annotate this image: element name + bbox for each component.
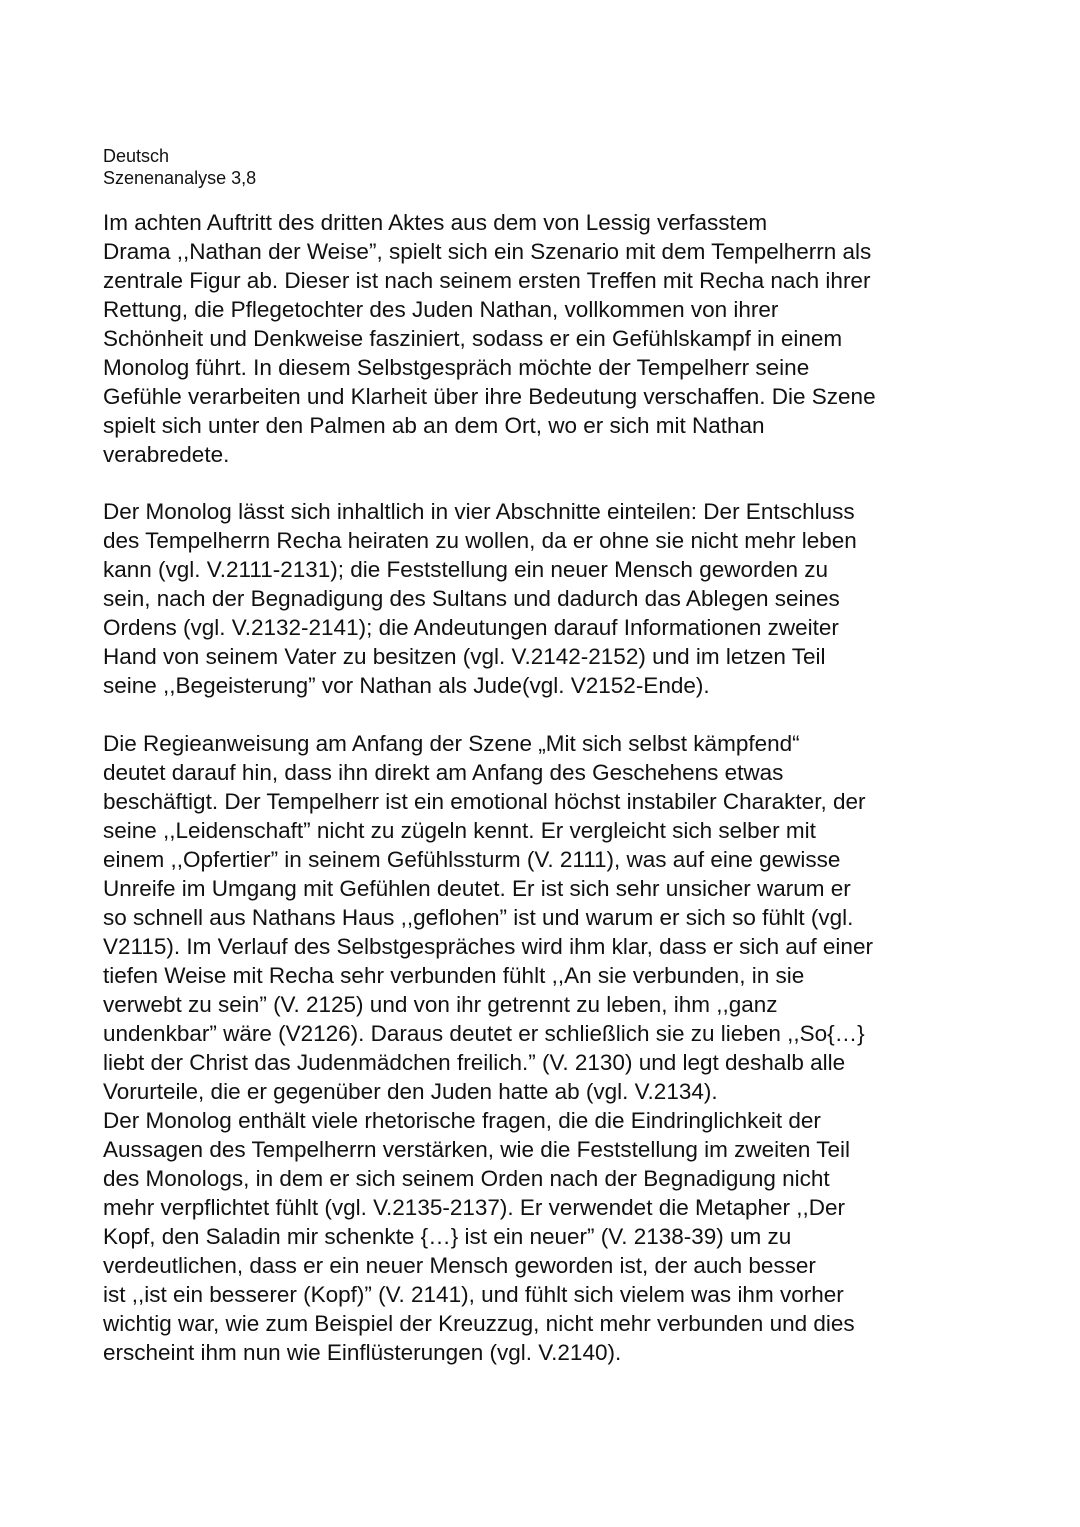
text-line: verwebt zu sein” (V. 2125) und von ihr getrennt zu leben, ihm ,,ganz	[103, 992, 778, 1017]
paragraph-analysis	[103, 729, 983, 1367]
text-line: Der Monolog lässt sich inhaltlich in vier Abschnitte einteilen: Der Entschluss	[103, 499, 855, 524]
text-line: so schnell aus Nathans Haus ,,geflohen” ist und warum er sich so fühlt (vgl.	[103, 905, 854, 930]
text-line: zentrale Figur ab. Dieser ist nach seinem ersten Treffen mit Recha nach ihrer	[103, 268, 871, 293]
text-line: seine ,,Begeisterung” vor Nathan als Jude(vgl. V2152-Ende).	[103, 673, 710, 698]
text-line: ist ,,ist ein besserer (Kopf)” (V. 2141), und fühlt sich vielem was ihm vorher	[103, 1282, 844, 1307]
text-line: mehr verpflichtet fühlt (vgl. V.2135-2137). Er verwendet die Metapher ,,Der	[103, 1195, 846, 1220]
text-line: spielt sich unter den Palmen ab an dem Ort, wo er sich mit Nathan	[103, 413, 765, 438]
text-line: Drama ,,Nathan der Weise”, spielt sich ein Szenario mit dem Tempelherrn als	[103, 239, 872, 264]
text-line: Der Monolog enthält viele rhetorische fragen, die die Eindringlichkeit der	[103, 1108, 821, 1133]
paragraph-introduction	[103, 208, 983, 469]
text-line: V2115). Im Verlauf des Selbstgespräches wird ihm klar, dass er sich auf einer	[103, 934, 873, 959]
text-line: tiefen Weise mit Recha sehr verbunden fühlt ,,An sie verbunden, in sie	[103, 963, 805, 988]
text-line: Kopf, den Saladin mir schenkte {…} ist ein neuer” (V. 2138-39) um zu	[103, 1224, 792, 1249]
text-line: des Tempelherrn Recha heiraten zu wollen, da er ohne sie nicht mehr leben	[103, 528, 857, 553]
document-title: Szenenanalyse 3,8	[103, 168, 257, 188]
text-line: Aussagen des Tempelherrn verstärken, wie die Feststellung im zweiten Teil	[103, 1137, 851, 1162]
text-line: liebt der Christ das Judenmädchen freilich.” (V. 2130) und legt deshalb alle	[103, 1050, 846, 1075]
text-line: verdeutlichen, dass er ein neuer Mensch geworden ist, der auch besser	[103, 1253, 816, 1278]
text-line: erscheint ihm nun wie Einflüsterungen (vgl. V.2140).	[103, 1340, 622, 1365]
text-line: einem ,,Opfertier” in seinem Gefühlssturm (V. 2111), was auf eine gewisse	[103, 847, 841, 872]
text-line: deutet darauf hin, dass ihn direkt am Anfang des Geschehens etwas	[103, 760, 784, 785]
document-page	[103, 145, 983, 1367]
text-line: kann (vgl. V.2111-2131); die Feststellung ein neuer Mensch geworden zu	[103, 557, 829, 582]
text-line: Hand von seinem Vater zu besitzen (vgl. V.2142-2152) und im letzen Teil	[103, 644, 826, 669]
text-line: verabredete.	[103, 442, 230, 467]
text-line: undenkbar” wäre (V2126). Daraus deutet er schließlich sie zu lieben ,,So{…}	[103, 1021, 865, 1046]
text-line: seine ,,Leidenschaft” nicht zu zügeln kennt. Er vergleicht sich selber mit	[103, 818, 816, 843]
text-line: Ordens (vgl. V.2132-2141); die Andeutungen darauf Informationen zweiter	[103, 615, 839, 640]
text-line: sein, nach der Begnadigung des Sultans und dadurch das Ablegen seines	[103, 586, 840, 611]
text-line: Schönheit und Denkweise fasziniert, sodass er ein Gefühlskampf in einem	[103, 326, 843, 351]
text-line: wichtig war, wie zum Beispiel der Kreuzzug, nicht mehr verbunden und dies	[103, 1311, 855, 1336]
text-line: Die Regieanweisung am Anfang der Szene „Mit sich selbst kämpfend“	[103, 731, 800, 756]
text-line: Monolog führt. In diesem Selbstgespräch möchte der Tempelherr seine	[103, 355, 810, 380]
text-line: des Monologs, in dem er sich seinem Orden nach der Begnadigung nicht	[103, 1166, 830, 1191]
text-line: Gefühle verarbeiten und Klarheit über ihre Bedeutung verschaffen. Die Szene	[103, 384, 876, 409]
text-line: Unreife im Umgang mit Gefühlen deutet. Er ist sich sehr unsicher warum er	[103, 876, 851, 901]
subject-label: Deutsch	[103, 146, 170, 166]
text-line: Im achten Auftritt des dritten Aktes aus dem von Lessig verfasstem	[103, 210, 768, 235]
paragraph-structure	[103, 497, 983, 700]
text-line: beschäftigt. Der Tempelherr ist ein emotional höchst instabiler Charakter, der	[103, 789, 866, 814]
text-line: Rettung, die Pflegetochter des Juden Nathan, vollkommen von ihrer	[103, 297, 779, 322]
text-line: Vorurteile, die er gegenüber den Juden hatte ab (vgl. V.2134).	[103, 1079, 718, 1104]
